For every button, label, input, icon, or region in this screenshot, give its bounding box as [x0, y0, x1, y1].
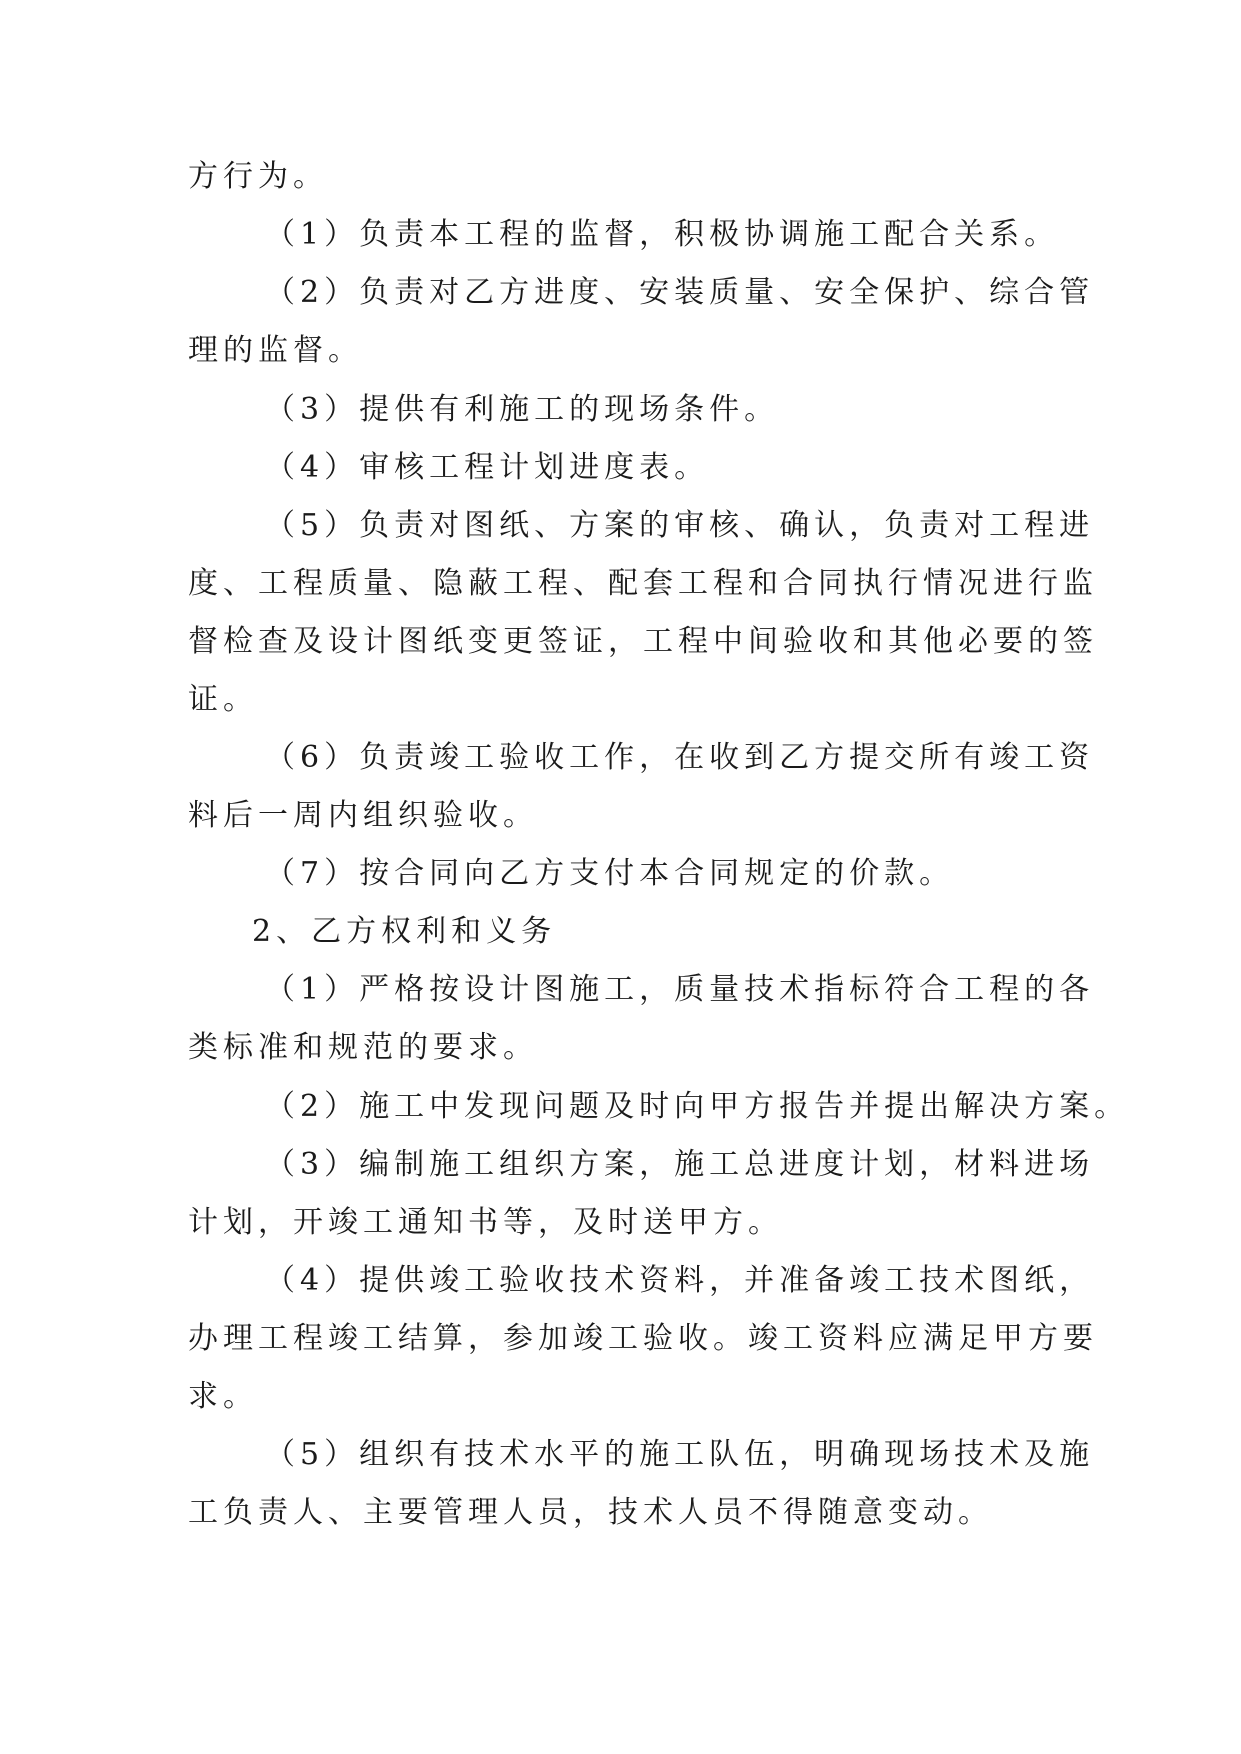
text-line: （1）严格按设计图施工，质量技术指标符合工程的各 — [265, 972, 1095, 1007]
text-line: （4）审核工程计划进度表。 — [265, 450, 710, 485]
text-line: （3）编制施工组织方案，施工总进度计划，材料进场 — [265, 1147, 1095, 1182]
section-heading: 2、乙方权利和义务 — [252, 914, 557, 949]
text-line: （7）按合同向乙方支付本合同规定的价款。 — [265, 856, 955, 891]
text-line: （5）组织有技术水平的施工队伍，明确现场技术及施 — [265, 1437, 1095, 1472]
text-line: 求。 — [188, 1379, 258, 1414]
text-line: 督检查及设计图纸变更签证，工程中间验收和其他必要的签 — [188, 624, 1098, 659]
text-line: （5）负责对图纸、方案的审核、确认，负责对工程进 — [265, 508, 1095, 543]
text-line: 工负责人、主要管理人员，技术人员不得随意变动。 — [188, 1495, 993, 1530]
text-line: 证。 — [188, 682, 258, 717]
text-line: 理的监督。 — [188, 333, 363, 368]
text-line: 类标准和规范的要求。 — [188, 1030, 538, 1065]
text-line: （2）负责对乙方进度、安装质量、安全保护、综合管 — [265, 275, 1095, 310]
text-line: 方行为。 — [188, 159, 328, 194]
text-line: （6）负责竣工验收工作，在收到乙方提交所有竣工资 — [265, 740, 1095, 775]
text-line: （1）负责本工程的监督，积极协调施工配合关系。 — [265, 217, 1060, 252]
text-line: 料后一周内组织验收。 — [188, 798, 538, 833]
text-line: （4）提供竣工验收技术资料，并准备竣工技术图纸， — [265, 1263, 1095, 1298]
text-line: 办理工程竣工结算，参加竣工验收。竣工资料应满足甲方要 — [188, 1321, 1098, 1356]
text-line: （3）提供有利施工的现场条件。 — [265, 392, 780, 427]
text-line: （2）施工中发现问题及时向甲方报告并提出解决方案。 — [265, 1089, 1130, 1124]
text-line: 度、工程质量、隐蔽工程、配套工程和合同执行情况进行监 — [188, 566, 1098, 601]
text-line: 计划，开竣工通知书等，及时送甲方。 — [188, 1205, 783, 1240]
